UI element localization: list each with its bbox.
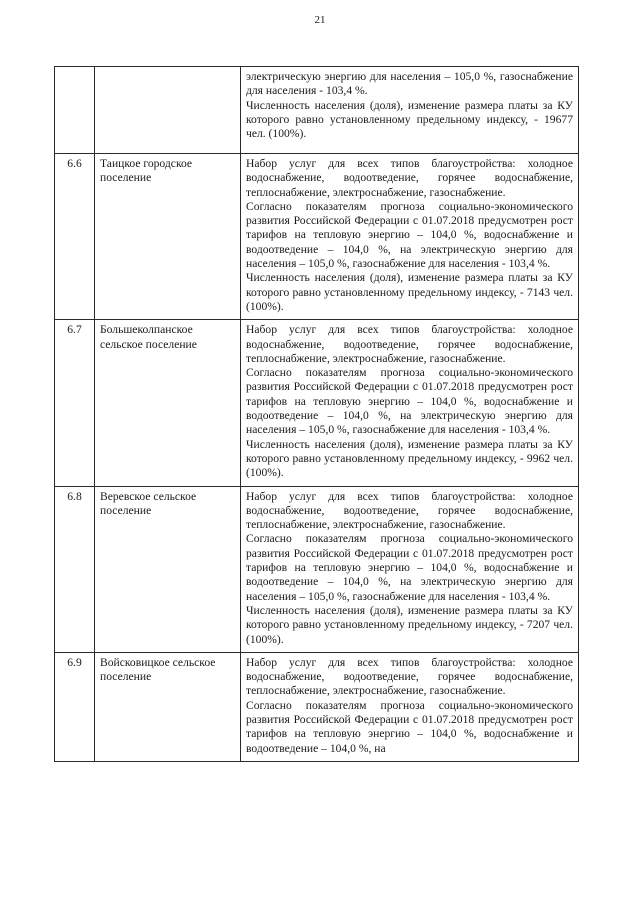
row-number: 6.6 [55, 154, 95, 320]
description-paragraph: Численность населения (доля), изменение размера платы за КУ которого равно установленному предельному индексу, - 7207 чел. (100%). [246, 603, 573, 646]
description-paragraph: Согласно показателям прогноза социально-экономического развития Российской Федерации с 01.07.2018 предусмотрен рост тарифов на тепловую энергию – 104,0 %, водоснабжение и водоотведение – 104,0 %, на [246, 698, 573, 755]
description-paragraph: Набор услуг для всех типов благоустройства: холодное водоснабжение, водоотведение, горячее водоснабжение, теплоснабжение, электроснабжение, газоснабжение. [246, 323, 573, 365]
table-row [55, 652, 579, 761]
row-number: 6.8 [55, 486, 95, 652]
table-row [55, 320, 579, 486]
table-row [55, 67, 579, 154]
description-paragraph: Набор услуг для всех типов благоустройства: холодное водоснабжение, водоотведение, горячее водоснабжение, теплоснабжение, электроснабжение, газоснабжение. [246, 489, 573, 532]
row-number: 6.7 [55, 320, 95, 486]
settlement-name: Большеколпанское сельское поселение [95, 320, 241, 486]
table-row [55, 154, 579, 320]
description-paragraph: Согласно показателям прогноза социально-экономического развития Российской Федерации с 01.07.2018 предусмотрен рост тарифов на тепловую энергию – 104,0 %, водоснабжение и водоотведение – 104,0 %, на электрическую энергию для населения – 105,0 %, газоснабжение для населения - 103,4 %. [246, 532, 573, 603]
page-number: 21 [314, 14, 326, 26]
description-paragraph: Набор услуг для всех типов благоустройства: холодное водоснабжение, водоотведение, горячее водоснабжение, теплоснабжение, электроснабжение, газоснабжение. [246, 157, 573, 199]
services-table [54, 66, 579, 762]
description-cell [241, 320, 579, 486]
description-cell [241, 486, 579, 652]
description-paragraph: электрическую энергию для населения – 105,0 %, газоснабжение для населения - 103,4 %. [246, 70, 573, 98]
description-cell [241, 154, 579, 320]
settlement-name [95, 67, 241, 154]
description-paragraph: Численность населения (доля), изменение размера платы за КУ которого равно установленному предельному индексу, - 19677 чел. (100%). [246, 98, 573, 141]
settlement-name: Таицкое городское поселение [95, 154, 241, 320]
settlement-name: Веревское сельское поселение [95, 486, 241, 652]
table-row [55, 486, 579, 652]
description-paragraph: Согласно показателям прогноза социально-экономического развития Российской Федерации с 01.07.2018 предусмотрен рост тарифов на тепловую энергию – 104,0 %, водоснабжение и водоотведение – 104,0 %, на электрическую энергию для населения – 105,0 %, газоснабжение для населения - 103,4 %. [246, 199, 573, 271]
description-paragraph: Согласно показателям прогноза социально-экономического развития Российской Федерации с 01.07.2018 предусмотрен рост тарифов на тепловую энергию – 104,0 %, водоснабжение и водоотведение – 104,0 %, на электрическую энергию для населения – 105,0 %, газоснабжение для населения - 103,4 %. [246, 366, 573, 437]
settlement-name: Войсковицкое сельское поселение [95, 652, 241, 761]
description-paragraph: Численность населения (доля), изменение размера платы за КУ которого равно установленному предельному индексу, - 9962 чел. (100%). [246, 437, 573, 480]
description-paragraph: Численность населения (доля), изменение размера платы за КУ которого равно установленному предельному индексу, - 7143 чел. (100%). [246, 271, 573, 313]
row-number: 6.9 [55, 652, 95, 761]
description-paragraph: Набор услуг для всех типов благоустройства: холодное водоснабжение, водоотведение, горячее водоснабжение, теплоснабжение, электроснабжение, газоснабжение. [246, 655, 573, 698]
row-number [55, 67, 95, 154]
description-cell [241, 652, 579, 761]
description-cell [241, 67, 579, 154]
